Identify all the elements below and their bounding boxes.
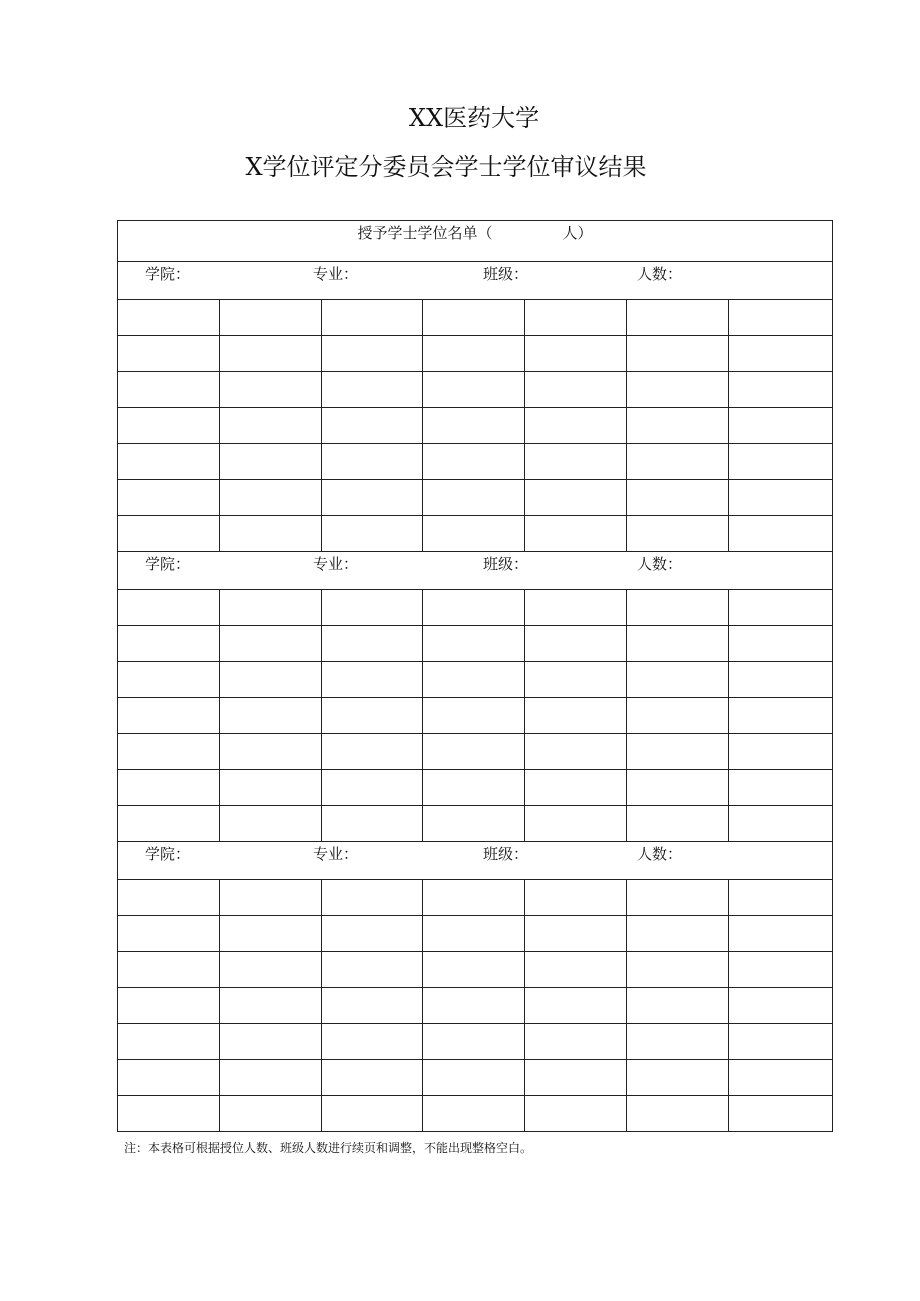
table-cell[interactable] (729, 372, 833, 408)
table-cell[interactable] (729, 444, 833, 480)
table-cell[interactable] (729, 408, 833, 444)
headcount-label: 人数： (637, 555, 683, 573)
table-cell[interactable] (525, 1096, 627, 1132)
table-cell[interactable] (525, 662, 627, 698)
table-row (118, 626, 833, 662)
table-cell[interactable] (525, 372, 627, 408)
table-cell[interactable] (118, 300, 220, 336)
college-label: 学院： (145, 265, 191, 283)
table-cell[interactable] (627, 626, 729, 662)
table-cell[interactable] (118, 372, 220, 408)
roster-header-left: 授予学士学位名单（ (357, 224, 493, 242)
table-cell[interactable] (729, 336, 833, 372)
table-cell[interactable] (220, 408, 322, 444)
table-row (118, 880, 833, 916)
table-cell[interactable] (525, 916, 627, 952)
table-cell[interactable] (118, 1024, 220, 1060)
table-cell[interactable] (322, 952, 423, 988)
table-cell[interactable] (423, 408, 525, 444)
table-cell[interactable] (220, 300, 322, 336)
table-cell[interactable] (729, 1096, 833, 1132)
table-cell[interactable] (525, 770, 627, 806)
table-cell[interactable] (729, 806, 833, 842)
table-cell[interactable] (423, 806, 525, 842)
table-cell[interactable] (220, 1024, 322, 1060)
table-cell[interactable] (627, 590, 729, 626)
table-cell[interactable] (118, 988, 220, 1024)
table-cell[interactable] (220, 480, 322, 516)
table-cell[interactable] (118, 880, 220, 916)
table-row (118, 916, 833, 952)
table-cell[interactable] (220, 336, 322, 372)
table-cell[interactable] (322, 1060, 423, 1096)
table-cell[interactable] (322, 734, 423, 770)
table-cell[interactable] (220, 590, 322, 626)
roster-header-text (357, 221, 592, 244)
table-row (118, 1096, 833, 1132)
table-cell[interactable] (627, 444, 729, 480)
table-cell[interactable] (322, 1024, 423, 1060)
table-cell[interactable] (118, 806, 220, 842)
table-cell[interactable] (118, 1060, 220, 1096)
table-cell[interactable] (423, 480, 525, 516)
table-row (118, 590, 833, 626)
university-title: XX医药大学 (408, 104, 540, 132)
table-cell[interactable] (423, 1024, 525, 1060)
table-cell[interactable] (627, 300, 729, 336)
table-cell[interactable] (322, 590, 423, 626)
table-cell[interactable] (729, 590, 833, 626)
table-cell[interactable] (729, 300, 833, 336)
table-cell[interactable] (423, 770, 525, 806)
table-cell[interactable] (118, 916, 220, 952)
table-cell[interactable] (423, 590, 525, 626)
table-cell[interactable] (525, 806, 627, 842)
table-cell[interactable] (729, 988, 833, 1024)
table-cell[interactable] (322, 516, 423, 552)
table-cell[interactable] (627, 770, 729, 806)
table-cell[interactable] (423, 1096, 525, 1132)
table-cell[interactable] (118, 626, 220, 662)
table-cell[interactable] (220, 952, 322, 988)
table-row (118, 516, 833, 552)
table-cell[interactable] (525, 516, 627, 552)
table-cell[interactable] (525, 336, 627, 372)
table-cell[interactable] (322, 880, 423, 916)
degree-roster-table (117, 220, 833, 1132)
table-row (118, 408, 833, 444)
table-cell[interactable] (118, 952, 220, 988)
table-cell[interactable] (220, 880, 322, 916)
table-cell[interactable] (220, 516, 322, 552)
table-cell[interactable] (729, 1060, 833, 1096)
table-cell[interactable] (729, 952, 833, 988)
table-cell[interactable] (729, 516, 833, 552)
table-cell[interactable] (525, 734, 627, 770)
table-cell[interactable] (220, 916, 322, 952)
table-cell[interactable] (423, 372, 525, 408)
table-cell[interactable] (525, 480, 627, 516)
table-cell[interactable] (627, 952, 729, 988)
table-cell[interactable] (525, 952, 627, 988)
table-cell[interactable] (423, 988, 525, 1024)
table-cell[interactable] (423, 952, 525, 988)
table-cell[interactable] (423, 916, 525, 952)
headcount-label: 人数： (637, 265, 683, 283)
table-row (118, 806, 833, 842)
table-cell[interactable] (322, 480, 423, 516)
table-cell[interactable] (729, 916, 833, 952)
committee-result-title: X学位评定分委员会学士学位审议结果 (245, 153, 647, 181)
table-row (118, 480, 833, 516)
table-cell[interactable] (322, 300, 423, 336)
table-cell[interactable] (627, 734, 729, 770)
table-cell[interactable] (118, 590, 220, 626)
table-cell[interactable] (423, 444, 525, 480)
section-info-row (118, 552, 833, 590)
section-info-cell (118, 842, 833, 880)
table-cell[interactable] (322, 1096, 423, 1132)
table-row (118, 662, 833, 698)
table-cell[interactable] (627, 988, 729, 1024)
table-cell[interactable] (322, 698, 423, 734)
table-cell[interactable] (220, 372, 322, 408)
table-cell[interactable] (627, 336, 729, 372)
table-cell[interactable] (220, 734, 322, 770)
table-cell[interactable] (627, 916, 729, 952)
major-label: 专业： (313, 265, 359, 283)
table-cell[interactable] (423, 1060, 525, 1096)
table-row (118, 698, 833, 734)
table-cell[interactable] (525, 444, 627, 480)
table-cell[interactable] (627, 806, 729, 842)
table-cell[interactable] (627, 1096, 729, 1132)
table-row (118, 336, 833, 372)
table-cell[interactable] (220, 1096, 322, 1132)
class-label: 班级： (483, 845, 529, 863)
table-cell[interactable] (423, 626, 525, 662)
table-row (118, 952, 833, 988)
table-cell[interactable] (729, 880, 833, 916)
table-cell[interactable] (627, 698, 729, 734)
table-cell[interactable] (627, 372, 729, 408)
college-label: 学院： (145, 555, 191, 573)
table-cell[interactable] (322, 336, 423, 372)
table-cell[interactable] (322, 988, 423, 1024)
table-cell[interactable] (220, 444, 322, 480)
table-cell[interactable] (423, 734, 525, 770)
table-cell[interactable] (627, 1024, 729, 1060)
table-cell[interactable] (525, 988, 627, 1024)
table-cell[interactable] (322, 916, 423, 952)
table-row (118, 734, 833, 770)
table-cell[interactable] (423, 662, 525, 698)
table-cell[interactable] (423, 516, 525, 552)
table-cell[interactable] (627, 1060, 729, 1096)
table-cell[interactable] (322, 408, 423, 444)
roster-header-row (118, 221, 833, 262)
table-row (118, 444, 833, 480)
section-info (118, 552, 832, 589)
section-info-cell (118, 552, 833, 590)
table-cell[interactable] (729, 698, 833, 734)
table-cell[interactable] (729, 480, 833, 516)
table-cell[interactable] (322, 444, 423, 480)
table-cell[interactable] (220, 1060, 322, 1096)
table-cell[interactable] (118, 770, 220, 806)
table-cell[interactable] (525, 698, 627, 734)
table-cell[interactable] (322, 806, 423, 842)
major-label: 专业： (313, 555, 359, 573)
table-cell[interactable] (627, 408, 729, 444)
table-cell[interactable] (220, 698, 322, 734)
headcount-label: 人数： (637, 845, 683, 863)
table-cell[interactable] (423, 880, 525, 916)
table-cell[interactable] (118, 408, 220, 444)
section-info-row (118, 262, 833, 300)
table-cell[interactable] (729, 734, 833, 770)
table-cell[interactable] (322, 372, 423, 408)
table-cell[interactable] (525, 408, 627, 444)
table-cell[interactable] (729, 770, 833, 806)
table-cell[interactable] (118, 698, 220, 734)
class-label: 班级： (483, 265, 529, 283)
section-info (118, 262, 832, 299)
roster-header-cell (118, 221, 833, 262)
roster-header-right: 人） (562, 224, 593, 242)
table-cell[interactable] (525, 590, 627, 626)
section-info (118, 842, 832, 879)
table-row (118, 300, 833, 336)
table-cell[interactable] (525, 300, 627, 336)
table-cell[interactable] (627, 480, 729, 516)
table-cell[interactable] (220, 806, 322, 842)
table-cell[interactable] (627, 880, 729, 916)
table-cell[interactable] (220, 770, 322, 806)
table-cell[interactable] (118, 662, 220, 698)
major-label: 专业： (313, 845, 359, 863)
table-cell[interactable] (729, 662, 833, 698)
table-row (118, 372, 833, 408)
table-row (118, 988, 833, 1024)
section-info-row (118, 842, 833, 880)
table-cell[interactable] (627, 516, 729, 552)
table-cell[interactable] (220, 988, 322, 1024)
table-cell[interactable] (220, 626, 322, 662)
table-cell[interactable] (729, 1024, 833, 1060)
table-cell[interactable] (525, 880, 627, 916)
table-cell[interactable] (118, 480, 220, 516)
footnote: 注：本表格可根据授位人数、班级人数进行续页和调整，不能出现整格空白。 (124, 1141, 533, 1155)
table-cell[interactable] (118, 444, 220, 480)
table-row (118, 770, 833, 806)
table-cell[interactable] (627, 662, 729, 698)
table-row (118, 1024, 833, 1060)
table-cell[interactable] (423, 698, 525, 734)
table-row (118, 1060, 833, 1096)
table-cell[interactable] (118, 1096, 220, 1132)
section-info-cell (118, 262, 833, 300)
table-cell[interactable] (118, 336, 220, 372)
table-cell[interactable] (118, 734, 220, 770)
table-cell[interactable] (423, 336, 525, 372)
table-cell[interactable] (525, 626, 627, 662)
class-label: 班级： (483, 555, 529, 573)
table-cell[interactable] (322, 626, 423, 662)
table-cell[interactable] (525, 1024, 627, 1060)
college-label: 学院： (145, 845, 191, 863)
table-cell[interactable] (423, 300, 525, 336)
table-cell[interactable] (322, 770, 423, 806)
table-cell[interactable] (729, 626, 833, 662)
table-cell[interactable] (525, 1060, 627, 1096)
table-cell[interactable] (118, 516, 220, 552)
table-cell[interactable] (220, 662, 322, 698)
table-cell[interactable] (322, 662, 423, 698)
